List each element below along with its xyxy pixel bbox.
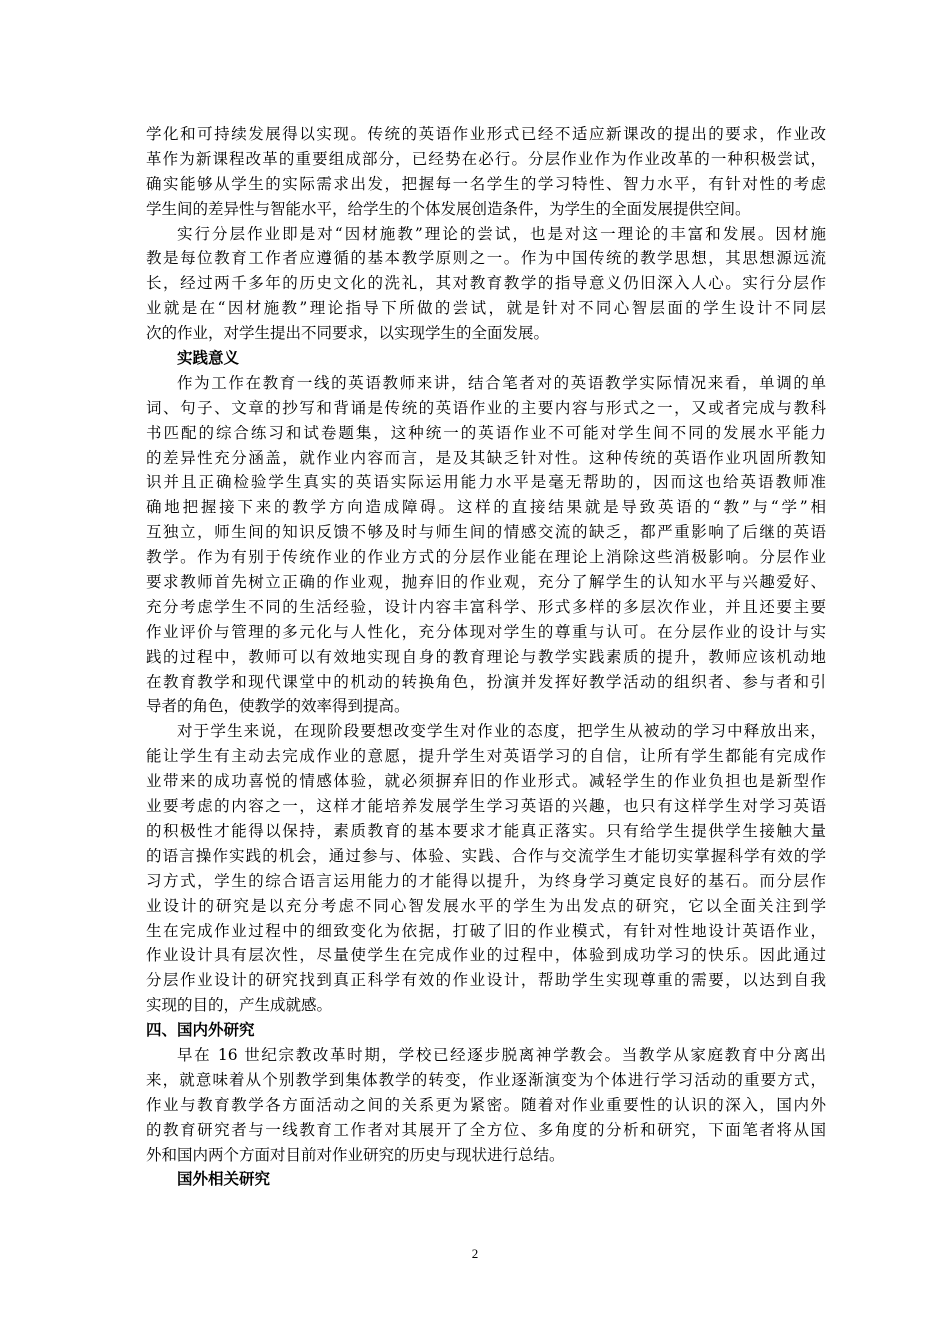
text-line: 业设计的研究是以充分考虑不同心智发展水平的学生为出发点的研究，它以全面关注到学 xyxy=(146,896,826,915)
text-line: 习方式，学生的综合语言运用能力的才能得以提升，为终身学习奠定良好的基石。而分层作 xyxy=(146,871,826,890)
text-line: 词、句子、文章的抄写和背诵是传统的英语作业的主要内容与形式之一，又或者完成与教科 xyxy=(146,398,826,417)
text-line: 学生间的差异性与智能水平，给学生的个体发展创造条件，为学生的全面发展提供空间。 xyxy=(146,199,751,218)
text-line: 教是每位教育工作者应遵循的基本教学原则之一。作为中国传统的教学思想，其思想源远流 xyxy=(146,249,826,268)
section-heading: 四、国内外研究 xyxy=(146,1020,255,1040)
section-heading: 实践意义 xyxy=(177,348,240,368)
text-line: 教学。作为有别于传统作业的作业方式的分层作业能在理论上消除这些消极影响。分层作业 xyxy=(146,548,826,567)
text-line: 在教育教学和现代课堂中的机动的转换角色，扮演并发挥好教学活动的组织者、参与者和引 xyxy=(146,672,826,691)
text-line: 生在完成作业过程中的细致变化为依据，打破了旧的作业模式，有针对性地设计英语作业， xyxy=(146,921,826,940)
section-heading: 国外相关研究 xyxy=(177,1169,271,1189)
text-line: 作为工作在教育一线的英语教师来讲，结合笔者对的英语教学实际情况来看，单调的单 xyxy=(177,373,826,392)
text-line: 能让学生有主动去完成作业的意愿，提升学生对英语学习的自信，让所有学生都能有完成作 xyxy=(146,747,826,766)
text-line: 要求教师首先树立正确的作业观，抛弃旧的作业观，充分了解学生的认知水平与兴趣爱好、 xyxy=(146,573,826,592)
text-line: 早在 16 世纪宗教改革时期，学校已经逐步脱离神学教会。当教学从家庭教育中分离出 xyxy=(177,1045,826,1064)
text-line: 互独立，师生间的知识反馈不够及时与师生间的情感交流的缺乏，都严重影响了后继的英语 xyxy=(146,523,826,542)
text-line: 分层作业设计的研究找到真正科学有效的作业设计，帮助学生实现尊重的需要，以达到自我 xyxy=(146,971,826,990)
text-line: 外和国内两个方面对目前对作业研究的历史与现状进行总结。 xyxy=(146,1145,565,1164)
page-number: 2 xyxy=(471,1246,479,1261)
text-line: 业带来的成功喜悦的情感体验，就必须摒弃旧的作业形式。减轻学生的作业负担也是新型作 xyxy=(146,772,826,791)
text-line: 识并且正确检验学生真实的英语实际运用能力水平是毫无帮助的，因而这也给英语教师准 xyxy=(146,473,826,492)
text-line: 作业设计具有层次性，尽量使学生在完成作业的过程中，体验到成功学习的快乐。因此通过 xyxy=(146,946,826,965)
text-line: 对于学生来说，在现阶段要想改变学生对作业的态度，把学生从被动的学习中释放出来， xyxy=(177,722,826,741)
text-line: 充分考虑学生不同的生活经验，设计内容丰富科学、形式多样的多层次作业，并且还要主要 xyxy=(146,597,826,616)
text-line: 的语言操作实践的机会，通过参与、体验、实践、合作与交流学生才能切实掌握科学有效的学 xyxy=(146,846,826,865)
text-line: 业要考虑的内容之一，这样才能培养发展学生学习英语的兴趣，也只有这样学生对学习英语 xyxy=(146,797,826,816)
text-line: 来，就意味着从个别教学到集体教学的转变，作业逐渐演变为个体进行学习活动的重要方式， xyxy=(146,1070,826,1089)
text-line: 长，经过两千多年的历史文化的洗礼，其对教育教学的指导意义仍旧深入人心。实行分层作 xyxy=(146,274,826,293)
text-line: 的教育研究者与一线教育工作者对其展开了全方位、多角度的分析和研究，下面笔者将从国 xyxy=(146,1120,826,1139)
text-line: 书匹配的综合练习和试卷题集，这种统一的英语作业不可能对学生间不同的发展水平能力 xyxy=(146,423,826,442)
text-line: 次的作业，对学生提出不同要求，以实现学生的全面发展。 xyxy=(146,324,550,343)
text-line: 确实能够从学生的实际需求出发，把握每一名学生的学习特性、智力水平，有针对性的考虑 xyxy=(146,174,826,193)
text-line: 的积极性才能得以保持，素质教育的基本要求才能真正落实。只有给学生提供学生接触大量 xyxy=(146,821,826,840)
text-line: 导者的角色，使教学的效率得到提高。 xyxy=(146,697,410,716)
text-line: 作业评价与管理的多元化与人性化，充分体现对学生的尊重与认可。在分层作业的设计与实 xyxy=(146,622,826,641)
text-line: 践的过程中，教师可以有效地实现自身的教育理论与教学实践素质的提升，教师应该机动地 xyxy=(146,647,826,666)
text-line: 业就是在“因材施教”理论指导下所做的尝试，就是针对不同心智层面的学生设计不同层 xyxy=(146,299,826,318)
text-line: 实现的目的，产生成就感。 xyxy=(146,996,333,1015)
text-line: 确地把握接下来的教学方向造成障碍。这样的直接结果就是导致英语的“教”与“学”相 xyxy=(146,498,826,517)
text-line: 学化和可持续发展得以实现。传统的英语作业形式已经不适应新课改的提出的要求，作业改 xyxy=(146,125,826,143)
text-line: 实行分层作业即是对“因材施教”理论的尝试，也是对这一理论的丰富和发展。因材施 xyxy=(177,224,826,243)
text-line: 作业与教育教学各方面活动之间的关系更为紧密。随着对作业重要性的认识的深入，国内外 xyxy=(146,1095,826,1114)
text-line: 革作为新课程改革的重要组成部分，已经势在必行。分层作业作为作业改革的一种积极尝试， xyxy=(146,149,826,168)
body-text xyxy=(146,122,826,1192)
text-line: 的差异性充分涵盖，就作业内容而言，是及其缺乏针对性。这种传统的英语作业巩固所教知 xyxy=(146,448,826,467)
